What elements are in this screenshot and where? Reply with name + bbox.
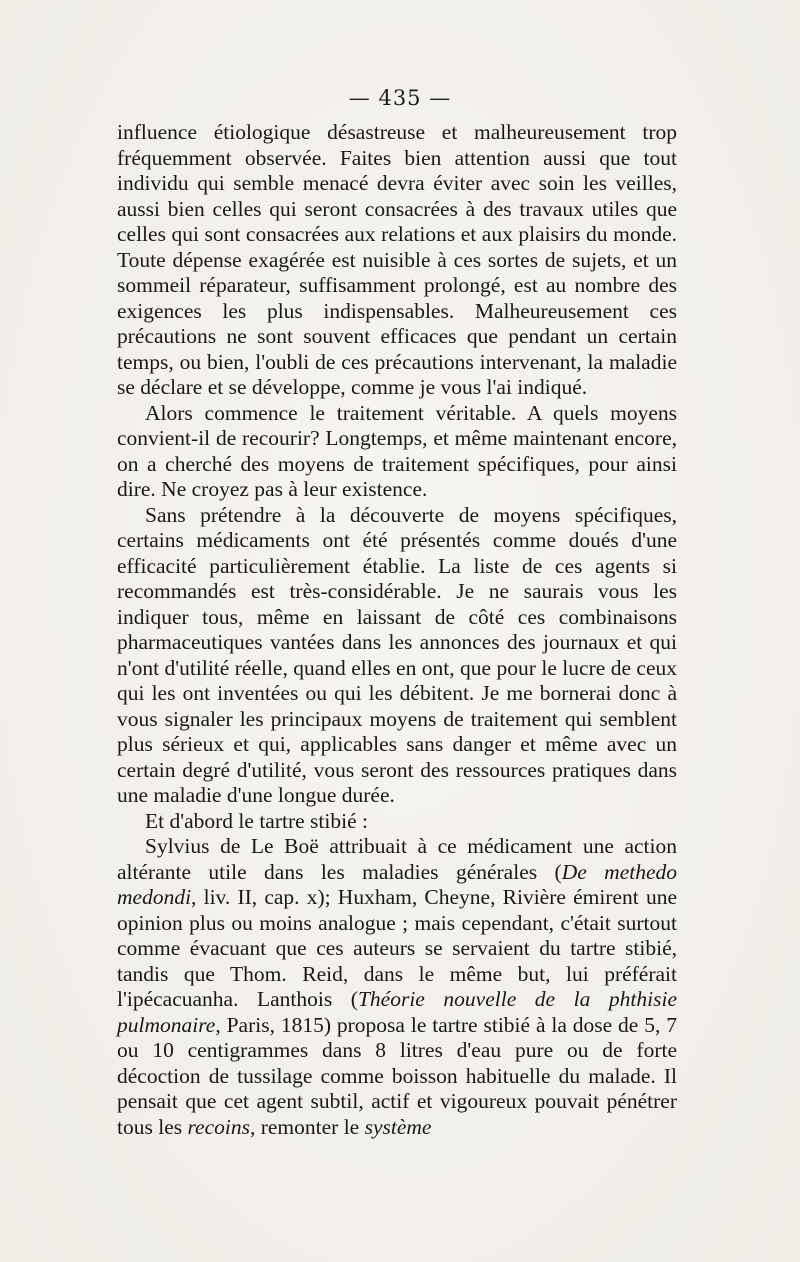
sylvius-text-a: Sylvius de Le Boë attribuait à ce médicament une action altérante utile dans les maladies générales ( — [117, 834, 677, 884]
body-text — [117, 120, 677, 1140]
book-title-de-methedo: De methedo medondi — [117, 859, 677, 909]
page-number: — 435 — — [348, 86, 452, 110]
paragraph-sylvius — [117, 834, 677, 1140]
sylvius-text-b: , liv. II, cap. x); Huxham, Cheyne, Rivière émirent une opinion plus ou moins analogue ; mais cependant, c'était surtout comme évacuant que ces auteurs se servaient du tartre stibié, tandis que Thom. Reid, dans le même but, lui préférait l'ipécacuanha. Lanthois ( — [117, 885, 677, 1011]
paragraph-traitement: Alors commence le traitement véritable. A quels moyens convient-il de recourir? Longtemps, et même maintenant encore, on a cherché des moyens de traitement spécifiques, pour ainsi dire. Ne croyez pas à leur existence. — [117, 400, 677, 501]
word-recoins: recoins — [187, 1114, 250, 1139]
word-systeme: système — [364, 1114, 432, 1139]
paragraph-medicaments: Sans prétendre à la découverte de moyens spécifiques, certains médicaments ont été présentés comme doués d'une efficacité particulièrement établie. La liste de ces agents si recommandés est très-considérable. Je ne saurais vous les indiquer tous, même en laissant de côté ces combinaisons pharmaceutiques vantées dans les annonces des journaux et qui n'ont d'utilité réelle, quand elles en ont, que pour le lucre de ceux qui les ont inventées ou qui les débitent. Je me bornerai donc à vous signaler les principaux moyens de traitement qui semblent plus sérieux et qui, applicables sans danger et même avec un certain degré d'utilité, vous seront des ressources pratiques dans une maladie d'une longue durée. — [117, 502, 677, 807]
sylvius-text-c: , Paris, 1815) proposa le tartre stibié à la dose de 5, 7 ou 10 centigrammes dans 8 litres d'eau pure ou de forte décoction de tussilage comme boisson habituelle du malade. Il pensait que cet agent subtil, actif et vigoureux pouvait pénétrer tous les — [117, 1012, 677, 1139]
book-title-theorie-nouvelle: Théorie nouvelle de la phthisie pulmonaire — [117, 987, 677, 1037]
paragraph-precautions: influence étiologique désastreuse et malheureusement trop fréquemment observée. Faites bien attention aussi que tout individu qui semble menacé devra éviter avec soin les veilles, aussi bien celles qui seront consacrées à des travaux utiles que celles qui sont consacrées aux relations et aux plaisirs du monde. Toute dépense exagérée est nuisible à ces sortes de sujets, et un sommeil réparateur, suffisamment prolongé, est au nombre des exigences les plus indispensables. Malheureusement ces précautions ne sont souvent efficaces que pendant un certain temps, ou bien, l'oubli de ces précautions intervenant, la maladie se déclare et se développe, comme je vous l'ai indiqué. — [117, 120, 677, 399]
paragraph-tartre-intro: Et d'abord le tartre stibié : — [145, 808, 368, 833]
sylvius-text-d: , remonter le — [249, 1114, 365, 1139]
